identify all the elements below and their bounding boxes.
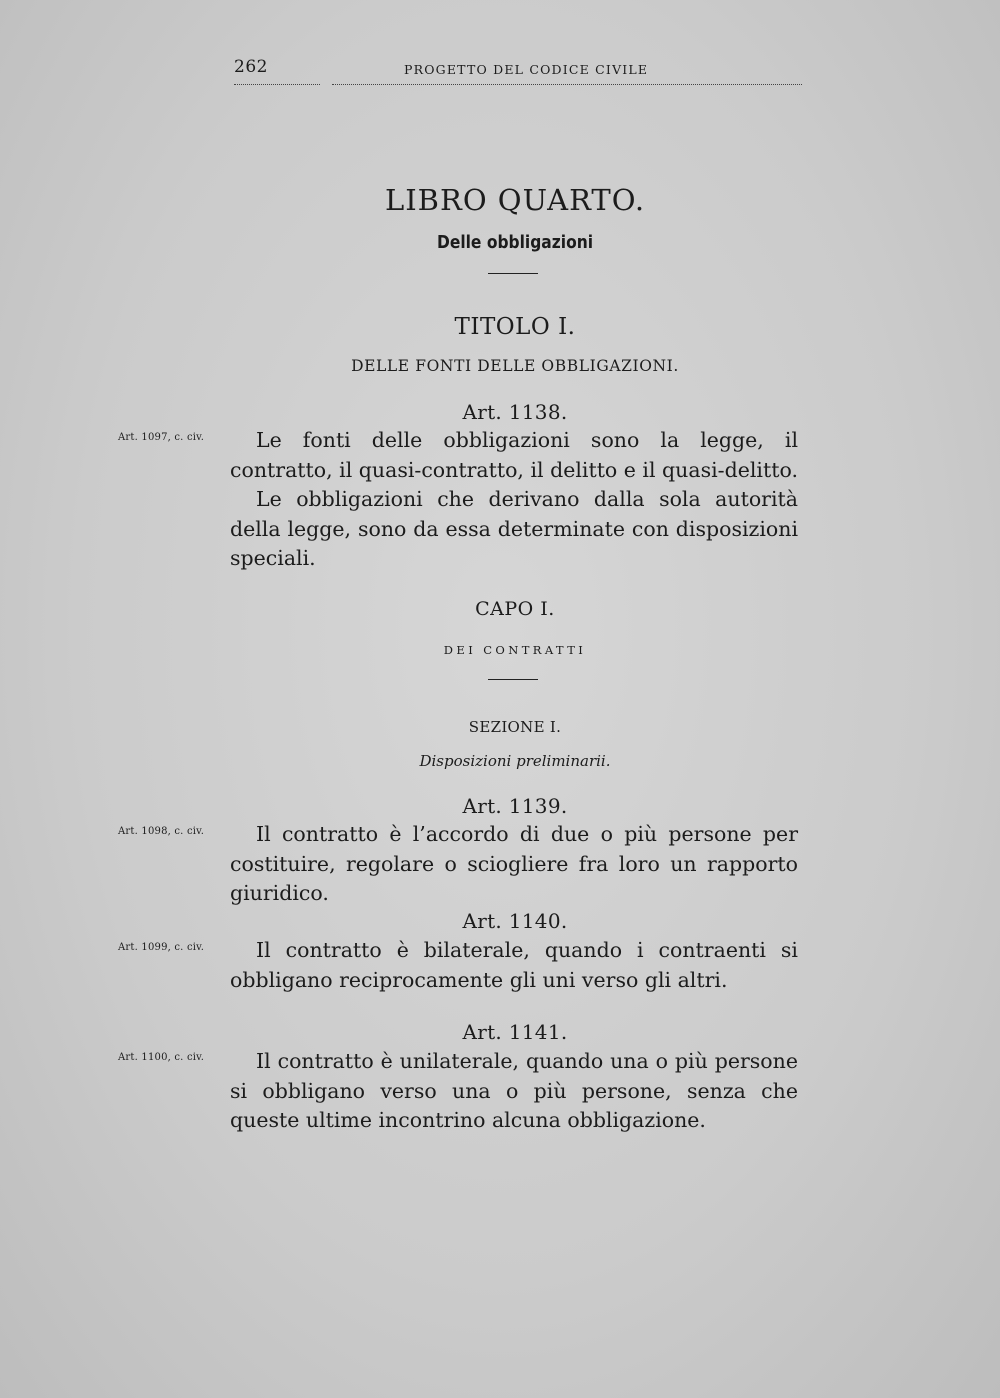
- header-rule: [234, 84, 320, 85]
- article-paragraph: Le obbligazioni che derivano dalla sola autorità della legge, sono da essa determinate con disposizioni speciali.: [230, 487, 798, 570]
- capo-title: CAPO I.: [475, 598, 555, 620]
- capo-subtitle: DEI CONTRATTI: [443, 643, 587, 657]
- header-rule: [332, 84, 802, 85]
- margin-reference: Art. 1098, c. civ.: [118, 826, 205, 837]
- article-paragraph: Le fonti delle obbligazioni sono la legge, il contratto, il quasi-contratto, il delitto e il quasi-delitto.: [230, 428, 798, 482]
- sezione-title: SEZIONE I.: [468, 718, 562, 736]
- article-heading: Art. 1140.: [462, 909, 568, 933]
- sezione-subtitle: Disposizioni preliminarii.: [419, 752, 611, 770]
- titolo-title: TITOLO I.: [454, 314, 576, 340]
- page-number: 262: [234, 57, 268, 77]
- book-subtitle: Delle obbligazioni: [436, 232, 594, 253]
- titolo-subtitle: DELLE FONTI DELLE OBBLIGAZIONI.: [351, 357, 679, 375]
- article-heading: Art. 1138.: [462, 400, 568, 424]
- margin-reference: Art. 1099, c. civ.: [118, 942, 205, 953]
- section-divider: [488, 273, 538, 274]
- article-heading: Art. 1139.: [462, 794, 568, 818]
- article-paragraph: Il contratto è bilaterale, quando i contraenti si obbligano reciprocamente gli uni verso gli altri.: [230, 938, 798, 992]
- book-title: LIBRO QUARTO.: [384, 183, 646, 217]
- running-title: PROGETTO DEL CODICE CIVILE: [404, 62, 649, 77]
- section-divider: [488, 679, 538, 680]
- article-paragraph: Il contratto è l’accordo di due o più persone per costituire, regolare o sciogliere fra loro un rapporto giuridico.: [230, 822, 798, 905]
- margin-reference: Art. 1097, c. civ.: [118, 432, 205, 443]
- article-paragraph: Il contratto è unilaterale, quando una o più persone si obbligano verso una o più persone, senza che queste ultime incontrino alcuna obbligazione.: [230, 1049, 798, 1132]
- margin-reference: Art. 1100, c. civ.: [118, 1052, 205, 1063]
- article-heading: Art. 1141.: [462, 1020, 568, 1044]
